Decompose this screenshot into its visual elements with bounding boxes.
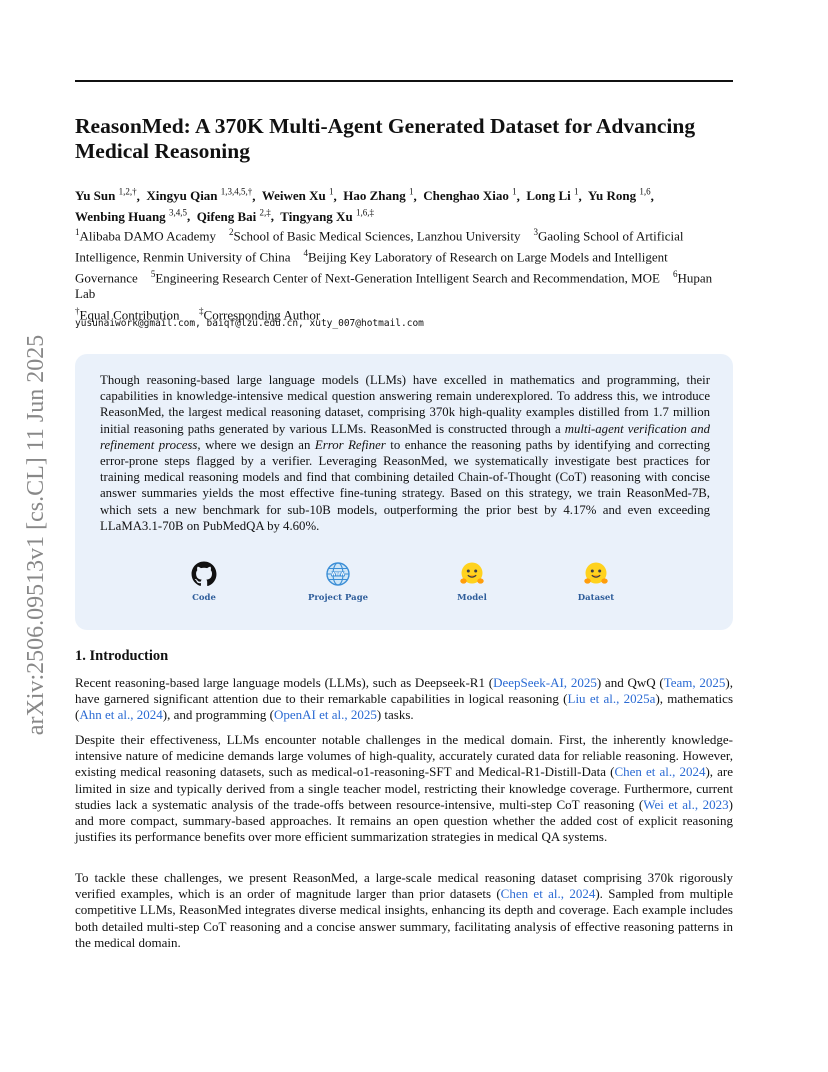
code-link[interactable]: Code: [159, 561, 249, 603]
author: Qifeng Bai $^{2,\ddagger}$: [196, 207, 271, 224]
intro-paragraph-2: Despite their effectiveness, LLMs encounter notable challenges in the medical domain. First, the inherently knowledge-intensive nature of medicine demands large volumes of high-quality, accurately curated data for reliable reasoning. However, existing medical reasoning datasets, such as medical-o1-reasoning-SFT and Medical-R1-Distill-Data (Chen et al., 2024), are limited in size and typically derived from a single teacher model, restricting their knowledge coverage. Furthermore, current studies lack a systematic analysis of the trade-offs between resource-intensive, multi-step CoT reasoning (Wei et al., 2023) and more compact, summary-based approaches. It remains an open question whether the added cost of explicit reasoning justifies its performance benefits over more efficient summarization strategies in medical QA systems.: [75, 732, 734, 845]
paper-title: [75, 114, 745, 164]
author: Chenghao Xiao $^1$: [423, 187, 517, 204]
author: Xingyu Qian $^{1,3,4,5,\dagger}$: [146, 187, 253, 204]
intro-paragraph-1: Recent reasoning-based large language models (LLMs), such as Deepseek-R1 (DeepSeek-AI, 2025) and QwQ (Team, 2025), have garnered significant attention due to their remarkable capabilities in logical reasoning (Liu et al., 2025a), mathematics (Ahn et al., 2024), and programming (OpenAI et al., 2025) tasks.: [75, 675, 734, 723]
resource-links: [75, 561, 733, 621]
huggingface-icon: [459, 561, 485, 587]
top-rule: [75, 80, 733, 82]
affiliation: Gaoling School of Artificial Intelligence, Renmin University of China: [75, 228, 684, 265]
author: Yu Rong $^{1,6}$: [587, 187, 651, 204]
section-heading: 1. Introduction: [75, 648, 169, 664]
author: Hao Zhang $^1$: [343, 187, 414, 204]
author: Yu Sun $^{1,2,\dagger}$: [75, 187, 137, 204]
affiliations: $^1$Alibaba DAMO Academy $^2$School of Basic Medical Sciences, Lanzhou University $^3$Gaoling School of Artificial Intelligence, Renmin University of China $^4$Beijing Key Laboratory of Research on Large Models and Intelligent Governance $^5$Engineering Research Center of Next-Generation Intelligent Search and Recommendation, MOE $^6$Hupan Lab †Equal Contribution ‡Corresponding Author: [75, 227, 713, 323]
citation-link[interactable]: OpenAI et al., 2025: [273, 707, 377, 723]
abstract-box: [75, 354, 733, 630]
citation-link[interactable]: Liu et al., 2025a: [567, 691, 656, 707]
citation-link[interactable]: Team, 2025: [663, 675, 726, 690]
citation-link[interactable]: DeepSeek-AI, 2025: [493, 675, 597, 690]
globe-icon: [325, 561, 351, 587]
abstract-text: Though reasoning-based large language models (LLMs) have excelled in mathematics and programming, their capabilities in knowledge-intensive medical question answering remain underexplored. To address this, we introduce ReasonMed, the largest medical reasoning dataset, comprising 370k high-quality examples distilled from 1.7 million initial reasoning paths generated by various LLMs. ReasonMed is constructed through a multi-agent verification and refinement process, where we design an Error Refiner to enhance the reasoning paths by identifying and correcting error-prone steps flagged by a verifier. Leveraging ReasonMed, we systematically investigate best practices for training medical reasoning models and find that combining detailed Chain-of-Thought (CoT) reasoning with concise answer summaries yields the most effective fine-tuning strategy. Based on this strategy, we train ReasonMed-7B, which sets a new benchmark for sub-10B models, outperforming the prior best by 4.17% and even exceeding LLaMA3.1-70B on PubMedQA by 4.60%.: [100, 373, 711, 533]
svg-text:WWW: WWW: [331, 571, 345, 577]
affiliation: School of Basic Medical Sciences, Lanzhou University: [233, 228, 521, 244]
citation-link[interactable]: Ahn et al., 2024: [79, 707, 163, 723]
arxiv-identifier[interactable]: arXiv:2506.09513v1 [cs.CL] 11 Jun 2025: [23, 334, 49, 736]
github-icon: [191, 561, 217, 587]
title-line-2: Medical Reasoning: [75, 139, 250, 163]
author: Tingyang Xu $^{1,6,\ddagger}$: [280, 207, 374, 224]
corresponding-author-note: Corresponding Author: [203, 307, 321, 323]
title-line-1: ReasonMed: A 370K Multi-Agent Generated Dataset for Advancing: [75, 114, 696, 138]
model-link[interactable]: Model: [427, 561, 517, 603]
author: Weiwen Xu $^1$: [261, 187, 334, 204]
project-page-link[interactable]: WWW Project Page: [293, 561, 383, 603]
huggingface-icon: [583, 561, 609, 587]
author: Wenbing Huang $^{3,4,5}$: [75, 207, 187, 224]
affiliation: Beijing Key Laboratory of Research on Large Models and Intelligent Governance: [75, 249, 668, 285]
author-list: Yu Sun $^{1,2,\dagger}$, Xingyu Qian $^{1,3,4,5,\dagger}$, Weiwen Xu $^1$, Hao Zhang $^1$, Chenghao Xiao $^1$, Long Li $^1$, Yu Rong $^{1,6}$, Wenbing Huang $^{3,4,5}$, Qifeng Bai $^{2,\ddagger}$, Tingyang Xu $^{1,6,\ddagger}$: [75, 187, 654, 224]
citation-link[interactable]: Chen et al., 2024: [500, 886, 596, 902]
affiliation: Alibaba DAMO Academy: [79, 228, 216, 244]
author-emails[interactable]: yusunaiwork@gmail.com, baiqf@lzu.edu.cn, xuty_007@hotmail.com: [75, 318, 424, 329]
dataset-link[interactable]: Dataset: [551, 561, 641, 603]
citation-link[interactable]: Chen et al., 2024: [614, 764, 706, 780]
affiliation: Hupan Lab: [75, 269, 713, 302]
intro-paragraph-3: To tackle these challenges, we present ReasonMed, a large-scale medical reasoning dataset comprising 370k rigorously verified examples, which is an order of magnitude larger than prior datasets (Chen et al., 2024). Sampled from multiple competitive LLMs, ReasonMed integrates diverse medical insights, enhancing its depth and coverage. Each example includes both detailed multi-step CoT reasoning and a concise answer summary, facilitating analysis of effective reasoning patterns in the medical domain.: [75, 870, 733, 950]
author: Long Li $^1$: [526, 187, 579, 204]
equal-contribution-note: Equal Contribution: [79, 307, 180, 323]
affiliation: Engineering Research Center of Next-Generation Intelligent Search and Recommendation, MOE: [155, 269, 660, 285]
citation-link[interactable]: Wei et al., 2023: [643, 796, 729, 812]
